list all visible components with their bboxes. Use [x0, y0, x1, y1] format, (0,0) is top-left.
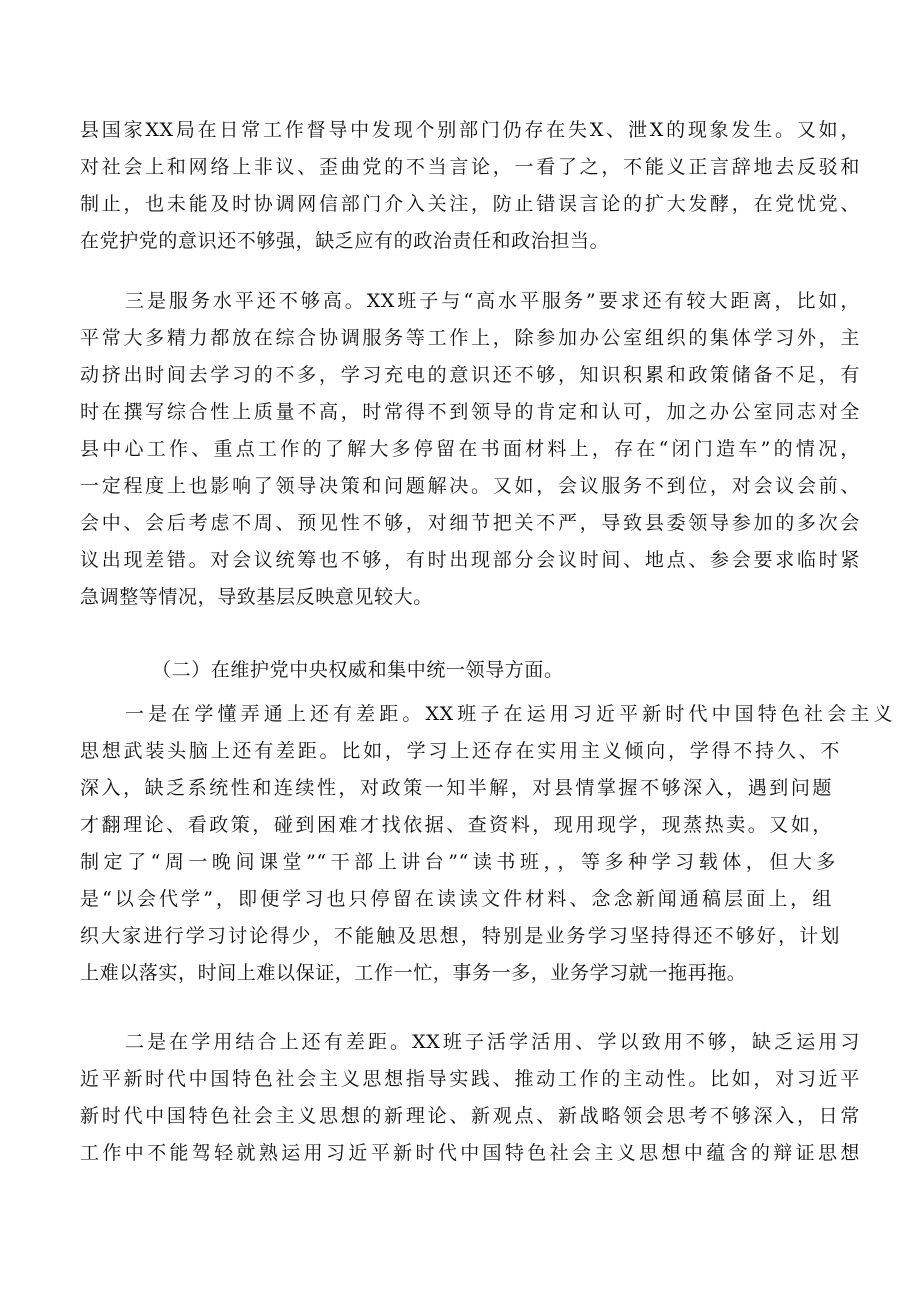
paragraph-line: 县中心工作、重点工作的了解大多停留在书面材料上，存在“闭门造车”的情况，	[80, 438, 860, 460]
paragraph-line: 上难以落实，时间上难以保证，工作一忙，事务一多，业务学习就一拖再拖。	[80, 962, 747, 984]
paragraph-line: 议出现差错。对会议统筹也不够，有时出现部分会议时间、地点、参会要求临时紧	[80, 549, 860, 571]
paragraph-line: 近平新时代中国特色社会主义思想指导实践、推动工作的主动性。比如，对习近平	[80, 1068, 860, 1090]
paragraph-line: 思想武装头脑上还有差距。比如，学习上还存在实用主义倾向，学得不持久、不	[80, 740, 840, 762]
paragraph-line: 急调整等情况，导致基层反映意见较大。	[80, 586, 433, 608]
paragraph-line: 是“以会代学”，即便学习也只停留在读读文件材料、念念新闻通稿层面上，组	[80, 888, 832, 910]
paragraph-line: 二是在学用结合上还有差距。XX班子活学活用、学以致用不够，缺乏运用习	[125, 1031, 860, 1053]
paragraph-line: 制定了“周一晚间课堂”“干部上讲台”“读书班，，等多种学习载体，但大多	[80, 851, 836, 873]
paragraph-line: 深入，缺乏系统性和连续性，对政策一知半解，对县情掌握不够深入，遇到问题	[80, 777, 832, 799]
paragraph-study-application	[80, 1024, 860, 1172]
paragraph-line: 在党护党的意识还不够强，缺乏应有的政治责任和政治担当。	[80, 230, 610, 252]
paragraph-line: 才翻理论、看政策，碰到困难才找依据、查资料，现用现学，现蒸热卖。又如，	[80, 814, 832, 836]
paragraph-line: 新时代中国特色社会主义思想的新理论、新观点、新战略领会思考不够深入，日常	[80, 1105, 860, 1127]
paragraph-study-understanding	[80, 696, 893, 992]
paragraph-line: 对社会上和网络上非议、歪曲党的不当言论，一看了之，不能义正言辞地去反驳和	[80, 156, 860, 178]
section-heading-text: （二）在维护党中央权威和集中统一领导方面。	[152, 659, 564, 681]
paragraph-line: 县国家XX局在日常工作督导中发现个别部门仍存在失X、泄X的现象发生。又如，	[80, 119, 860, 141]
paragraph-line: 一定程度上也影响了领导决策和问题解决。又如，会议服务不到位，对会议会前、	[80, 475, 860, 497]
paragraph-line: 三是服务水平还不够高。XX班子与“高水平服务”要求还有较大距离，比如，	[125, 290, 860, 312]
paragraph-line: 工作中不能驾轻就熟运用习近平新时代中国特色社会主义思想中蕴含的辩证思想	[80, 1142, 860, 1164]
paragraph-line: 织大家进行学习讨论得少，不能触及思想，特别是业务学习坚持得还不够好，计划	[80, 925, 840, 947]
paragraph-continuation	[80, 112, 860, 260]
paragraph-line: 时在撰写综合性上质量不高，时常得不到领导的肯定和认可，加之办公室同志对全	[80, 401, 860, 423]
paragraph-service-level	[80, 283, 860, 616]
paragraph-line: 制止，也未能及时协调网信部门介入关注，防止错误言论的扩大发酵，在党忧党、	[80, 193, 860, 215]
paragraph-line: 动挤出时间去学习的不多，学习充电的意识还不够，知识积累和政策储备不足，有	[80, 364, 860, 386]
paragraph-line: 平常大多精力都放在综合协调服务等工作上，除参加办公室组织的集体学习外，主	[80, 327, 860, 349]
paragraph-line: 一是在学懂弄通上还有差距。XX班子在运用习近平新时代中国特色社会主义	[125, 703, 893, 725]
section-heading	[80, 652, 860, 689]
paragraph-line: 会中、会后考虑不周、预见性不够，对细节把关不严，导致县委领导参加的多次会	[80, 512, 860, 534]
